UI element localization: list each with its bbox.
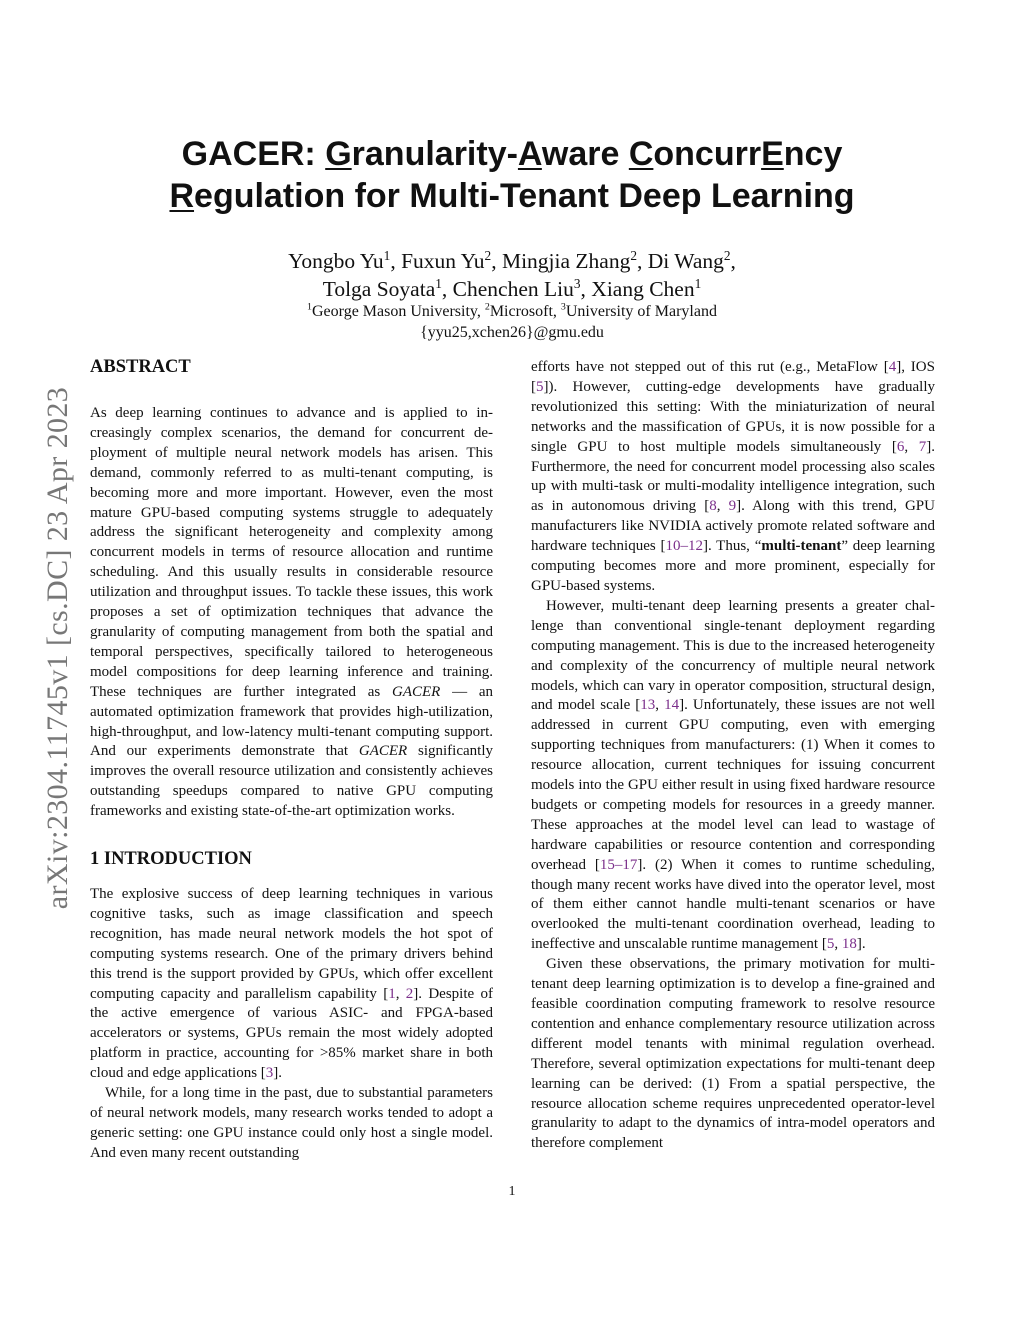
multi-tenant-term: multi-tenant <box>761 538 842 555</box>
title-line-2: Regulation for Multi-Tenant Deep Learning <box>169 177 855 215</box>
citation-link[interactable]: 4 <box>888 359 897 375</box>
citation-link[interactable]: 18 <box>841 936 857 953</box>
citation-link[interactable]: 3 <box>265 1065 274 1082</box>
intro-paragraph-4: Given these observations, the primary motivation for multitenant deep learning optimization is to develop a fine-grained and feasible coordination computing framework to resolve resource contention and enhance complementary resource utilization across different model tenants with minimal regulation overhead. Therefore, several optimization expectations for multi-tenant deep learning can be derived: (1) From a spatial perspective, the resource allocation scheme requires unprecedented operator-level granularity to adapt to the dynamics of intra-model operators and therefore complement <box>531 956 935 1152</box>
citation-link[interactable]: 7 <box>918 438 927 455</box>
paper-title <box>130 133 894 217</box>
citation-link[interactable]: 8 <box>709 498 717 515</box>
intro-paragraph-1: The explosive success of deep learning techniques in various cognitive tasks, such as image classification and speech recognition, has made neural network models the hot spot of computing systems research. One of the primary drivers behind this trend is the support provided by GPUs, which offer excellent computing capacity and parallelism capability [1, 2]. Despite of the active emergence of various ASIC- and FPGA-based accelerators or systems, GPUs remain the most widely adopted platform in practice, accounting for >85% market share in both cloud and edge applications [3]. <box>90 886 493 1082</box>
abstract-text: As deep learning continues to advance and is applied to increasingly complex scenarios, the demand for concurrent deployment of multiple neural network models has arisen. This demand, commonly referred to as multi-tenant computing, is becoming more and more important. However, even the most mature GPU-based computing systems struggle to adequately address the significant heterogeneity and complexity among concurrent models in terms of resource allocation and runtime scheduling. And this usually results in considerable resource utilization and throughput issues. To tackle these issues, this work proposes a set of optimization techniques that advance the granularity of computing management from both the spatial and temporal perspectives, specifically tailored to heterogeneous model compositions for deep learning inference and training. These techniques are further integrated as GACER — an automated optimization framework that provides high-utilization, high-throughput, and low-latency multi-tenant computing support. And our experiments demonstrate that GACER significantly improves the overall resource utilization and consistently achieves outstanding speedups compared to native GPU computing frameworks and existing state-of-the-art optimization works. <box>90 405 493 820</box>
intro-paragraph-2-cont: efforts have not stepped out of this rut (e.g., MetaFlow [4], IOS [5]). However, cutting-edge developments have gradually revolutionized this setting: With the miniaturization of neural networks and the massification of GPUs, it is now possible for a single GPU to host multiple models simultaneously [6, 7]. Furthermore, the need for concurrent model processing also scales up with multi-task or multi-modality intelligence integration, such as in autonomous driving [8, 9]. Along with this trend, GPU manufacturers like NVIDIA actively promote related software and hardware techniques [10–12]. Thus, “multi-tenant” deep learning computing becomes more and more prominent, especially for GPU-based systems. <box>531 359 935 594</box>
affiliations: $^1$George Mason University, $^2$Microsoft, $^3$University of Maryland {yyu25,xchen26}@gmu.edu <box>150 301 874 343</box>
citation-link[interactable]: 5 <box>536 378 544 395</box>
citation-link[interactable]: 10–12 <box>665 538 703 555</box>
citation-link[interactable]: 15–17 <box>599 856 638 873</box>
arxiv-identifier: arXiv:2304.11745v1 [cs.DC] 23 Apr 2023 <box>41 386 74 910</box>
citation-link[interactable]: 6 <box>896 438 905 455</box>
page-number: 1 <box>508 1184 516 1199</box>
citation-link[interactable]: 5 <box>826 936 835 953</box>
abstract-heading: ABSTRACT <box>90 357 191 377</box>
right-column <box>531 358 935 1154</box>
title-line-1: GACER: Granularity-Aware ConcurrEncy <box>181 135 843 173</box>
left-column <box>90 356 493 1164</box>
citation-link[interactable]: 14 <box>664 697 680 714</box>
citation-link[interactable]: 9 <box>728 498 737 515</box>
contact-email[interactable]: {yyu25,xchen26}@gmu.edu <box>420 324 604 341</box>
intro-paragraph-2: While, for a long time in the past, due to substantial parameters of neural network models, many research works tended to adopt a generic setting: one GPU instance could only host a single model. And even many recent outstanding <box>90 1085 493 1161</box>
intro-paragraph-3: However, multi-tenant deep learning presents a greater challenge than conventional single-tenant deployment regarding computing management. This is due to the increased heterogeneity and complexity of the concurrency of multiple neural network models, which can vary in operator composition, structural design, and model scale [13, 14]. Unfortunately, these issues are not well addressed in current GPU computing, even with emerging supporting techniques from manufacturers: (1) When it comes to resource allocation, current techniques for issuing concurrent models into the GPU either result in using fixed hardware resource budgets or competing models for resources in a greedy manner. These approaches at the model level can lead to wastage of hardware capabilities or resource contention and corresponding overhead [15–17]. (2) When it comes to runtime scheduling, though many recent works have dived into the operator level, most of them either cannot handle multi-tenant scenarios or have overlooked the multi-tenant coordination overhead, leading to ineffective and unscalable runtime management [5, 18]. <box>531 597 936 953</box>
author-list: Yongbo Yu$^1$, Fuxun Yu$^2$, Mingjia Zhang$^2$, Di Wang$^2$, Tolga Soyata$^1$, Chenchen Liu$^3$, Xiang Chen$^1$ <box>288 247 736 301</box>
citation-link[interactable]: 13 <box>640 697 656 714</box>
citation-link[interactable]: 1 <box>388 985 396 1002</box>
citation-link[interactable]: 2 <box>405 985 414 1002</box>
introduction-heading: 1 INTRODUCTION <box>90 849 252 870</box>
